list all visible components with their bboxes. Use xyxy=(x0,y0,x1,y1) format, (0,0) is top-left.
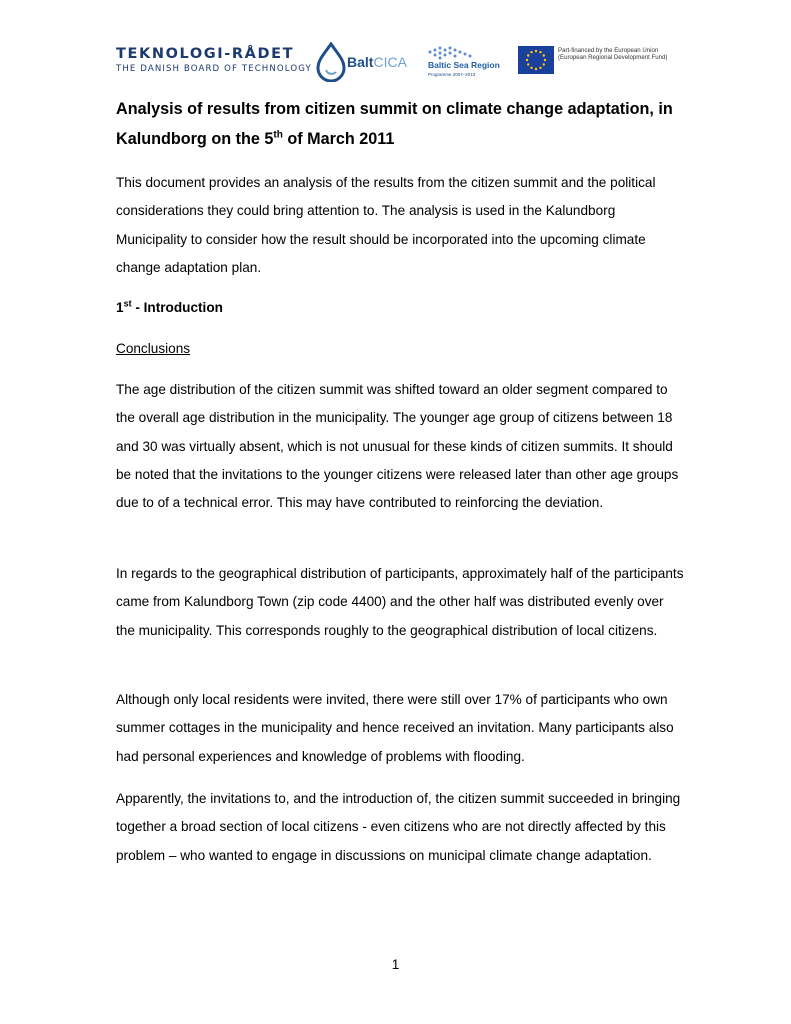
logo-main-text: TEKNOLOGI-RÅDET xyxy=(116,46,295,62)
baltcica-wordmark: BaltCICA xyxy=(347,54,407,70)
page-header xyxy=(116,42,676,86)
teknologi-radet-logo xyxy=(116,46,312,74)
conclusions-subheading: Conclusions xyxy=(116,341,191,356)
title-line-2: Kalundborg on the 5th of March 2011 xyxy=(116,129,395,148)
eu-flag-icon xyxy=(518,46,554,74)
document-title xyxy=(116,94,686,154)
eu-funding-note: Part-financed by the European Union (European Regional Development Fund) xyxy=(558,47,668,62)
title-line-1: Analysis of results from citizen summit on climate change adaptation, in xyxy=(116,100,673,118)
paragraph-age-distribution: The age distribution of the citizen summit was shifted toward an older segment compared to the overall age distribution in the municipality. The younger age group of citizens between 18 and 30 was virtually absent, which is not unusual for these kinds of citizen summits. It should be noted that the invitations to the younger citizens were released later than other age groups due to of a technical error. This may have contributed to reinforcing the deviation. xyxy=(116,382,679,511)
intro-paragraph: This document provides an analysis of the results from the citizen summit and the political considerations they could bring attention to. The analysis is used in the Kalundborg Municipality to consider how the result should be incorporated into the upcoming climate change adaptation plan. xyxy=(116,175,656,275)
paragraph-summer-cottages: Although only local residents were invited, there were still over 17% of participants who own summer cottages in the municipality and hence received an invitation. Many participants also had personal experiences and knowledge of problems with flooding. xyxy=(116,692,674,764)
bsr-subtitle: Programme 2007–2013 xyxy=(428,72,476,77)
page-number: 1 xyxy=(391,957,400,972)
baltcica-logo xyxy=(314,42,414,82)
section-heading: 1st - Introduction xyxy=(116,298,223,315)
drop-icon xyxy=(314,42,348,82)
paragraph-geographical-distribution: In regards to the geographical distribution of participants, approximately half of the participants came from Kalundborg Town (zip code 4400) and the other half was distributed evenly over the municipality. This corresponds roughly to the geographical distribution of local citizens. xyxy=(116,566,684,638)
paragraph-invitations: Apparently, the invitations to, and the introduction of, the citizen summit succeeded in bringing together a broad section of local citizens - even citizens who are not directly affected by this problem – who wanted to engage in discussions on municipal climate change adaptation. xyxy=(116,791,681,863)
logo-sub-text: THE DANISH BOARD OF TECHNOLOGY xyxy=(116,64,312,74)
bsr-title: Baltic Sea Region xyxy=(428,60,500,70)
baltic-sea-region-logo xyxy=(418,44,508,84)
